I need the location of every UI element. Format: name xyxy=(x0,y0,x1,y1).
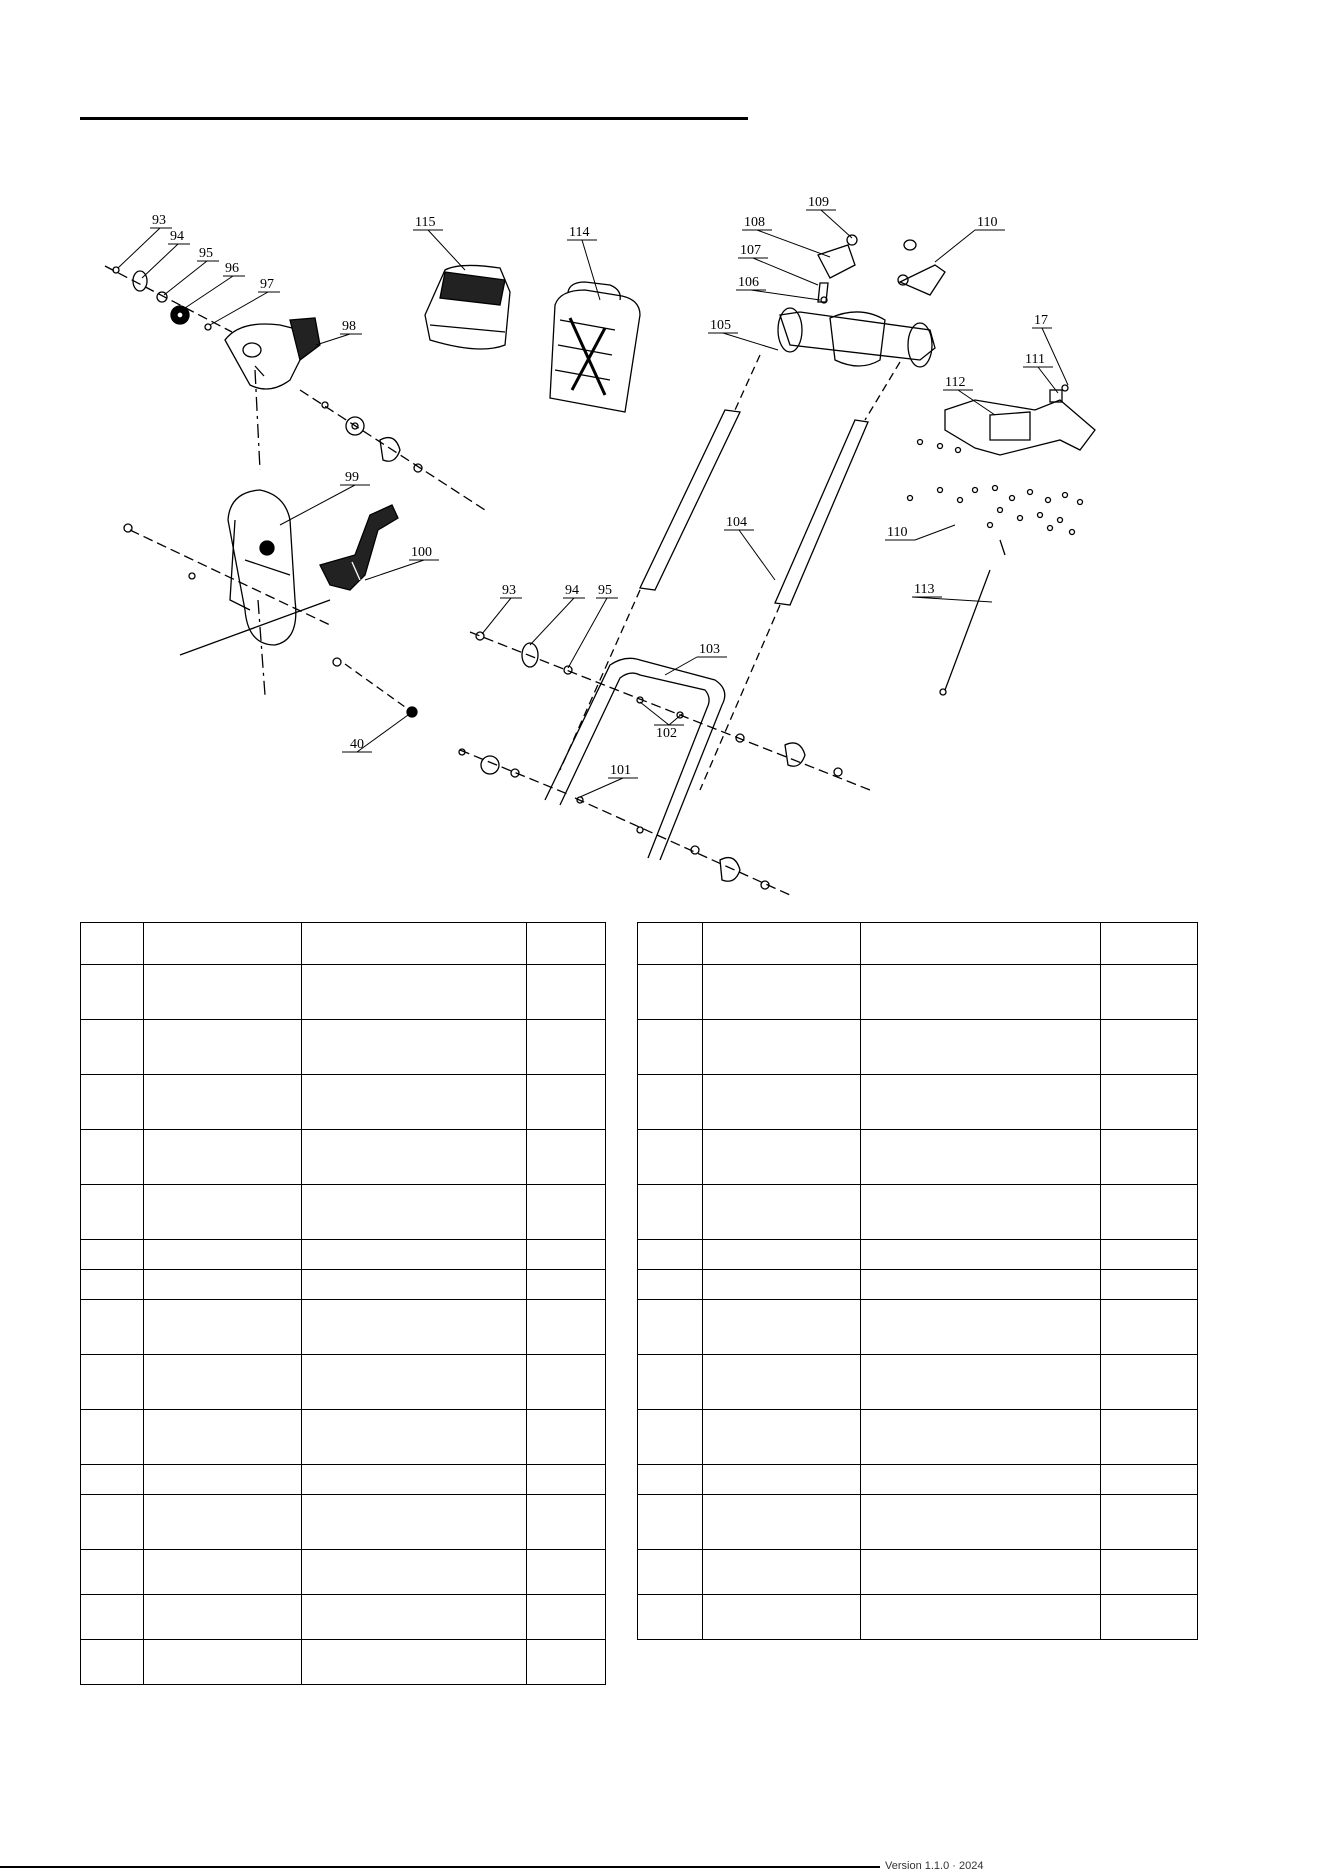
left-table-cell xyxy=(144,1270,302,1300)
chute-side-hardware xyxy=(255,370,485,510)
left-table-cell xyxy=(144,1640,302,1685)
right-table-row xyxy=(638,1240,1198,1270)
left-table-cell xyxy=(144,1595,302,1640)
left-table-row xyxy=(81,1240,606,1270)
left-table-row xyxy=(81,923,606,965)
right-table-cell xyxy=(861,1550,1101,1595)
left-table-cell xyxy=(81,1185,144,1240)
parts-table-left xyxy=(80,922,606,1685)
left-table-row xyxy=(81,1410,606,1465)
right-table-cell xyxy=(703,1550,861,1595)
callout-113: 113 xyxy=(914,582,935,597)
callout-99: 99 xyxy=(345,470,359,485)
right-table-cell xyxy=(703,1595,861,1640)
right-table-cell xyxy=(1101,1185,1198,1240)
left-table-cell xyxy=(527,1185,606,1240)
right-table-cell xyxy=(1101,1410,1198,1465)
left-table-row xyxy=(81,1465,606,1495)
right-table-cell xyxy=(638,1075,703,1130)
chute-body xyxy=(225,318,320,389)
left-table-cell xyxy=(302,1270,527,1300)
left-table-cell xyxy=(144,1410,302,1465)
right-table-row xyxy=(638,1495,1198,1550)
right-table-cell xyxy=(1101,1495,1198,1550)
switch-parts xyxy=(818,235,945,303)
callout-110-upper: 110 xyxy=(977,215,998,230)
right-table-cell xyxy=(1101,1240,1198,1270)
callout-98: 98 xyxy=(342,319,356,334)
right-table-cell xyxy=(703,1240,861,1270)
left-table-row xyxy=(81,1495,606,1550)
left-table-cell xyxy=(81,1355,144,1410)
left-table-cell xyxy=(144,1240,302,1270)
right-table-cell xyxy=(861,1240,1101,1270)
right-table-cell xyxy=(861,1465,1101,1495)
callout-102: 102 xyxy=(656,726,677,741)
footer-rule xyxy=(0,1866,880,1868)
left-table-cell xyxy=(302,1240,527,1270)
left-table-cell xyxy=(81,1640,144,1685)
left-table-cell xyxy=(81,1465,144,1495)
callout-96: 96 xyxy=(225,261,239,276)
right-table-cell xyxy=(861,1355,1101,1410)
callout-108: 108 xyxy=(744,215,765,230)
right-table-cell xyxy=(1101,1595,1198,1640)
right-table-cell xyxy=(861,1595,1101,1640)
left-table-cell xyxy=(302,1300,527,1355)
parts-table-right xyxy=(637,922,1198,1640)
left-table-cell xyxy=(144,1300,302,1355)
right-table-cell xyxy=(861,1130,1101,1185)
left-table-cell xyxy=(81,1595,144,1640)
right-table-cell xyxy=(1101,1355,1198,1410)
left-table-cell xyxy=(527,1075,606,1130)
left-table-cell xyxy=(527,965,606,1020)
chute-hardware xyxy=(105,266,232,332)
callout-17: 17 xyxy=(1034,313,1048,328)
right-table-row xyxy=(638,1020,1198,1075)
right-table-cell xyxy=(861,965,1101,1020)
left-table-cell xyxy=(527,1020,606,1075)
left-table-cell xyxy=(302,1550,527,1595)
left-table-cell xyxy=(302,1495,527,1550)
right-table-cell xyxy=(638,1410,703,1465)
right-table-cell xyxy=(703,1465,861,1495)
right-table-cell xyxy=(1101,1020,1198,1075)
callout-115: 115 xyxy=(415,215,436,230)
left-table-cell xyxy=(81,1300,144,1355)
left-table-cell xyxy=(144,1550,302,1595)
right-table-cell xyxy=(861,1300,1101,1355)
callout-103: 103 xyxy=(699,642,720,657)
left-table-row xyxy=(81,965,606,1020)
left-table-cell xyxy=(302,1595,527,1640)
right-table-row xyxy=(638,1075,1198,1130)
right-table-row xyxy=(638,1185,1198,1240)
right-table-cell xyxy=(703,1300,861,1355)
handle-lower-frame xyxy=(459,632,870,895)
left-table-cell xyxy=(302,1020,527,1075)
left-table-cell xyxy=(527,1410,606,1465)
right-table-row xyxy=(638,1550,1198,1595)
left-table-cell xyxy=(527,1300,606,1355)
right-table-row xyxy=(638,923,1198,965)
left-table-cell xyxy=(81,923,144,965)
right-table-row xyxy=(638,1595,1198,1640)
left-table-cell xyxy=(302,1075,527,1130)
callout-110-lower: 110 xyxy=(887,525,908,540)
callout-101: 101 xyxy=(610,763,631,778)
left-table-cell xyxy=(302,1185,527,1240)
right-table-cell xyxy=(1101,1075,1198,1130)
left-table-cell xyxy=(81,965,144,1020)
right-table-cell xyxy=(861,923,1101,965)
left-table-cell xyxy=(144,1465,302,1495)
right-table-cell xyxy=(1101,1130,1198,1185)
handle-upper-rails xyxy=(560,355,900,790)
right-table-cell xyxy=(638,965,703,1020)
left-table-row xyxy=(81,1075,606,1130)
left-table-row xyxy=(81,1270,606,1300)
right-table-cell xyxy=(703,1130,861,1185)
control-module xyxy=(908,385,1096,555)
right-table-cell xyxy=(703,1270,861,1300)
battery-pack xyxy=(550,282,640,412)
right-table-cell xyxy=(703,1495,861,1550)
right-table-row xyxy=(638,1355,1198,1410)
left-table-cell xyxy=(81,1270,144,1300)
right-table-cell xyxy=(638,1355,703,1410)
left-table-cell xyxy=(302,1410,527,1465)
right-table-cell xyxy=(703,1020,861,1075)
callout-leaders xyxy=(118,210,1068,797)
right-table-cell xyxy=(1101,1300,1198,1355)
callout-94-upper: 94 xyxy=(170,229,184,244)
left-table-row xyxy=(81,1355,606,1410)
right-table-cell xyxy=(638,1495,703,1550)
left-table-cell xyxy=(144,1020,302,1075)
left-table-cell xyxy=(527,1240,606,1270)
left-table-cell xyxy=(81,1130,144,1185)
right-table-cell xyxy=(638,1550,703,1595)
callout-93-lower: 93 xyxy=(502,583,516,598)
right-table-cell xyxy=(861,1495,1101,1550)
callout-109: 109 xyxy=(808,195,829,210)
right-table-cell xyxy=(861,1410,1101,1465)
footer-text: Version 1.1.0 · 2024 xyxy=(885,1860,984,1872)
left-table-cell xyxy=(527,1595,606,1640)
right-table-cell xyxy=(703,1185,861,1240)
left-table-row xyxy=(81,1595,606,1640)
callout-95-upper: 95 xyxy=(199,246,213,261)
callout-107: 107 xyxy=(740,243,761,258)
left-table-row xyxy=(81,1300,606,1355)
right-table-cell xyxy=(861,1270,1101,1300)
callout-112: 112 xyxy=(945,375,966,390)
left-table-cell xyxy=(302,965,527,1020)
left-table-cell xyxy=(527,1550,606,1595)
left-table-cell xyxy=(144,1130,302,1185)
callout-105: 105 xyxy=(710,318,731,333)
callout-106: 106 xyxy=(738,275,759,290)
right-table-cell xyxy=(638,1270,703,1300)
right-table-row xyxy=(638,1465,1198,1495)
left-table-cell xyxy=(144,1495,302,1550)
left-table-row xyxy=(81,1020,606,1075)
deflector xyxy=(320,505,398,590)
left-table-cell xyxy=(302,923,527,965)
left-table-cell xyxy=(144,965,302,1020)
left-table-cell xyxy=(81,1495,144,1550)
callout-104: 104 xyxy=(726,515,747,530)
callout-97: 97 xyxy=(260,277,274,292)
right-table-cell xyxy=(638,1020,703,1075)
right-table-cell xyxy=(861,1075,1101,1130)
right-table-cell xyxy=(1101,1550,1198,1595)
right-table-cell xyxy=(703,965,861,1020)
left-table-cell xyxy=(527,1355,606,1410)
callout-100: 100 xyxy=(411,545,432,560)
right-table-cell xyxy=(703,1075,861,1130)
left-table-row xyxy=(81,1550,606,1595)
right-table-cell xyxy=(861,1185,1101,1240)
left-table-cell xyxy=(527,1130,606,1185)
left-table-cell xyxy=(144,1075,302,1130)
charger xyxy=(425,265,510,349)
callout-111: 111 xyxy=(1025,352,1045,367)
left-table-row xyxy=(81,1640,606,1685)
right-table-row xyxy=(638,1130,1198,1185)
right-table-cell xyxy=(703,1410,861,1465)
left-table-cell xyxy=(144,1185,302,1240)
right-table-cell xyxy=(1101,1465,1198,1495)
right-table-cell xyxy=(638,1465,703,1495)
right-table-cell xyxy=(638,1185,703,1240)
left-table-cell xyxy=(81,1075,144,1130)
control-panel-housing xyxy=(778,308,935,367)
right-table-cell xyxy=(638,1300,703,1355)
left-table-cell xyxy=(81,1410,144,1465)
right-table-cell xyxy=(1101,1270,1198,1300)
exploded-parts-diagram xyxy=(0,0,1324,920)
right-table-cell xyxy=(861,1020,1101,1075)
left-table-cell xyxy=(302,1640,527,1685)
right-table-cell xyxy=(1101,923,1198,965)
left-table-cell xyxy=(302,1465,527,1495)
left-table-cell xyxy=(527,1640,606,1685)
right-table-cell xyxy=(638,1595,703,1640)
right-table-cell xyxy=(1101,965,1198,1020)
right-table-cell xyxy=(638,923,703,965)
callout-95-lower: 95 xyxy=(598,583,612,598)
callout-94-lower: 94 xyxy=(565,583,579,598)
right-table-cell xyxy=(703,1355,861,1410)
cable xyxy=(940,570,990,695)
right-table-row xyxy=(638,1270,1198,1300)
callout-40: 40 xyxy=(350,737,364,752)
right-table-cell xyxy=(638,1130,703,1185)
callout-labels xyxy=(152,195,1048,778)
right-table-row xyxy=(638,1300,1198,1355)
right-table-cell xyxy=(703,923,861,965)
right-table-row xyxy=(638,965,1198,1020)
left-table-cell xyxy=(81,1550,144,1595)
left-table-row xyxy=(81,1130,606,1185)
left-table-cell xyxy=(527,1270,606,1300)
left-table-cell xyxy=(81,1240,144,1270)
left-table-cell xyxy=(302,1130,527,1185)
left-table-cell xyxy=(144,1355,302,1410)
right-table-cell xyxy=(638,1240,703,1270)
left-table-cell xyxy=(527,923,606,965)
left-table-row xyxy=(81,1185,606,1240)
left-table-cell xyxy=(527,1465,606,1495)
left-table-cell xyxy=(527,1495,606,1550)
left-table-cell xyxy=(144,923,302,965)
callout-114: 114 xyxy=(569,225,590,240)
callout-93-upper: 93 xyxy=(152,213,166,228)
left-table-cell xyxy=(302,1355,527,1410)
right-table-row xyxy=(638,1410,1198,1465)
left-table-cell xyxy=(81,1020,144,1075)
